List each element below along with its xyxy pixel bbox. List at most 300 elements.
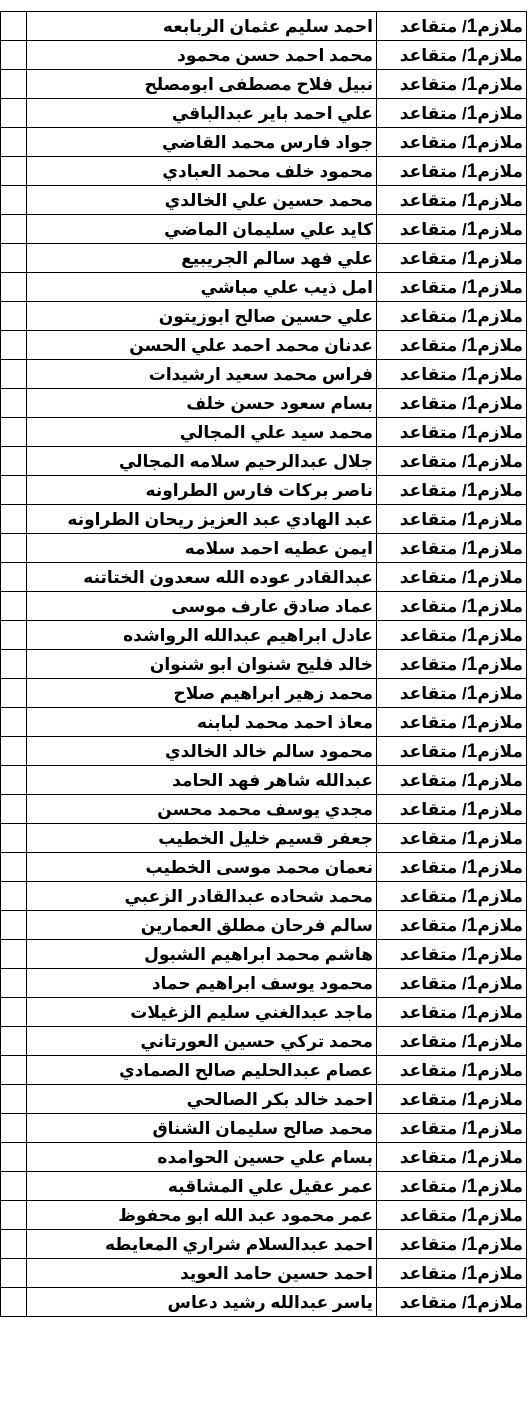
- personnel-table: [0, 11, 527, 1317]
- name-cell: كايد علي سليمان الماضي: [27, 215, 377, 244]
- rank-cell: [377, 621, 527, 650]
- empty-cell: [1, 505, 27, 534]
- name-cell: عمر محمود عبد الله ابو محفوظ: [27, 1201, 377, 1230]
- rank-title: ملازم: [477, 1234, 523, 1254]
- rank-number: 1: [466, 276, 478, 298]
- empty-cell: [1, 1172, 27, 1201]
- rank-cell: [377, 99, 527, 128]
- name-cell: احمد حسين حامد العويد: [27, 1259, 377, 1288]
- empty-cell: [1, 592, 27, 621]
- table-row: [1, 766, 527, 795]
- table-row: [1, 621, 527, 650]
- rank-title: ملازم: [477, 886, 523, 906]
- rank-status: / متقاعد: [399, 596, 467, 616]
- empty-cell: [1, 650, 27, 679]
- rank-status: / متقاعد: [399, 770, 467, 790]
- empty-cell: [1, 331, 27, 360]
- rank-title: ملازم: [477, 219, 523, 239]
- empty-cell: [1, 679, 27, 708]
- rank-cell: [377, 1172, 527, 1201]
- rank-status: / متقاعد: [399, 248, 467, 268]
- table-row: [1, 708, 527, 737]
- rank-number: 1: [466, 740, 478, 762]
- rank-number: 1: [466, 1088, 478, 1110]
- rank-status: / متقاعد: [399, 683, 467, 703]
- rank-number: 1: [466, 450, 478, 472]
- rank-status: / متقاعد: [399, 1031, 467, 1051]
- table-row: [1, 302, 527, 331]
- table-row: [1, 1114, 527, 1143]
- name-cell: عادل ابراهيم عبدالله الرواشده: [27, 621, 377, 650]
- name-cell: خالد فليح شنوان ابو شنوان: [27, 650, 377, 679]
- table-row: [1, 331, 527, 360]
- name-cell: امل ذيب علي مباشي: [27, 273, 377, 302]
- rank-title: ملازم: [477, 364, 523, 384]
- rank-title: ملازم: [477, 1118, 523, 1138]
- rank-number: 1: [466, 479, 478, 501]
- rank-status: / متقاعد: [399, 741, 467, 761]
- name-cell: عدنان محمد احمد علي الحسن: [27, 331, 377, 360]
- rank-cell: [377, 447, 527, 476]
- empty-cell: [1, 1027, 27, 1056]
- rank-title: ملازم: [477, 480, 523, 500]
- name-cell: هاشم محمد ابراهيم الشبول: [27, 940, 377, 969]
- empty-cell: [1, 795, 27, 824]
- empty-cell: [1, 1288, 27, 1317]
- table-row: [1, 128, 527, 157]
- name-cell: ايمن عطيه احمد سلامه: [27, 534, 377, 563]
- table-row: [1, 215, 527, 244]
- table-row: [1, 592, 527, 621]
- empty-cell: [1, 1201, 27, 1230]
- rank-cell: [377, 737, 527, 766]
- table-row: [1, 1259, 527, 1288]
- name-cell: عبدالقادر عوده الله سعدون الختاتنه: [27, 563, 377, 592]
- rank-status: / متقاعد: [399, 1292, 467, 1312]
- rank-title: ملازم: [477, 1089, 523, 1109]
- name-cell: فراس محمد سعيد ارشيدات: [27, 360, 377, 389]
- rank-cell: [377, 12, 527, 41]
- rank-cell: [377, 563, 527, 592]
- rank-cell: [377, 592, 527, 621]
- rank-cell: [377, 824, 527, 853]
- rank-cell: [377, 882, 527, 911]
- table-row: [1, 824, 527, 853]
- rank-number: 1: [466, 1117, 478, 1139]
- empty-cell: [1, 1114, 27, 1143]
- rank-cell: [377, 476, 527, 505]
- empty-cell: [1, 476, 27, 505]
- rank-status: / متقاعد: [399, 335, 467, 355]
- rank-cell: [377, 215, 527, 244]
- rank-title: ملازم: [477, 1205, 523, 1225]
- rank-number: 1: [466, 1001, 478, 1023]
- rank-title: ملازم: [477, 1176, 523, 1196]
- rank-status: / متقاعد: [399, 944, 467, 964]
- rank-status: / متقاعد: [399, 538, 467, 558]
- rank-cell: [377, 766, 527, 795]
- table-row: [1, 563, 527, 592]
- rank-status: / متقاعد: [399, 857, 467, 877]
- rank-number: 1: [466, 798, 478, 820]
- rank-number: 1: [466, 1291, 478, 1313]
- rank-number: 1: [466, 189, 478, 211]
- empty-cell: [1, 708, 27, 737]
- rank-number: 1: [466, 73, 478, 95]
- name-cell: علي حسين صالح ابوزيتون: [27, 302, 377, 331]
- rank-status: / متقاعد: [399, 422, 467, 442]
- rank-title: ملازم: [477, 306, 523, 326]
- rank-cell: [377, 940, 527, 969]
- table-row: [1, 99, 527, 128]
- empty-cell: [1, 41, 27, 70]
- rank-status: / متقاعد: [399, 393, 467, 413]
- name-cell: بسام علي حسين الحوامده: [27, 1143, 377, 1172]
- rank-number: 1: [466, 363, 478, 385]
- rank-title: ملازم: [477, 1060, 523, 1080]
- empty-cell: [1, 447, 27, 476]
- table-row: [1, 476, 527, 505]
- table-row: [1, 447, 527, 476]
- name-cell: سالم فرحان مطلق العمارين: [27, 911, 377, 940]
- rank-number: 1: [466, 1146, 478, 1168]
- name-cell: معاذ احمد محمد لبابنه: [27, 708, 377, 737]
- rank-number: 1: [466, 15, 478, 37]
- rank-status: / متقاعد: [399, 1263, 467, 1283]
- rank-status: / متقاعد: [399, 190, 467, 210]
- rank-title: ملازم: [477, 1002, 523, 1022]
- rank-cell: [377, 331, 527, 360]
- rank-title: ملازم: [477, 857, 523, 877]
- table-row: [1, 1027, 527, 1056]
- rank-title: ملازم: [477, 190, 523, 210]
- table-row: [1, 940, 527, 969]
- empty-cell: [1, 157, 27, 186]
- empty-cell: [1, 853, 27, 882]
- empty-cell: [1, 1085, 27, 1114]
- rank-cell: [377, 911, 527, 940]
- rank-status: / متقاعد: [399, 1118, 467, 1138]
- rank-number: 1: [466, 769, 478, 791]
- rank-number: 1: [466, 624, 478, 646]
- rank-status: / متقاعد: [399, 828, 467, 848]
- empty-cell: [1, 824, 27, 853]
- rank-cell: [377, 360, 527, 389]
- rank-status: / متقاعد: [399, 915, 467, 935]
- rank-title: ملازم: [477, 422, 523, 442]
- empty-cell: [1, 534, 27, 563]
- rank-status: / متقاعد: [399, 45, 467, 65]
- rank-title: ملازم: [477, 654, 523, 674]
- rank-status: / متقاعد: [399, 306, 467, 326]
- table-row: [1, 12, 527, 41]
- rank-number: 1: [466, 334, 478, 356]
- empty-cell: [1, 302, 27, 331]
- rank-status: / متقاعد: [399, 886, 467, 906]
- rank-cell: [377, 302, 527, 331]
- rank-number: 1: [466, 943, 478, 965]
- rank-number: 1: [466, 392, 478, 414]
- empty-cell: [1, 766, 27, 795]
- empty-cell: [1, 1143, 27, 1172]
- table-row: [1, 186, 527, 215]
- rank-cell: [377, 70, 527, 99]
- table-row: [1, 882, 527, 911]
- rank-status: / متقاعد: [399, 1176, 467, 1196]
- rank-number: 1: [466, 566, 478, 588]
- table-row: [1, 1143, 527, 1172]
- rank-cell: [377, 1288, 527, 1317]
- rank-cell: [377, 708, 527, 737]
- rank-number: 1: [466, 160, 478, 182]
- name-cell: محمد زهير ابراهيم صلاح: [27, 679, 377, 708]
- name-cell: محمد سيد علي المجالي: [27, 418, 377, 447]
- rank-title: ملازم: [477, 625, 523, 645]
- table-row: [1, 70, 527, 99]
- name-cell: عبد الهادي عبد العزيز ريحان الطراونه: [27, 505, 377, 534]
- rank-status: / متقاعد: [399, 364, 467, 384]
- table-row: [1, 998, 527, 1027]
- rank-title: ملازم: [477, 1031, 523, 1051]
- name-cell: محمد احمد حسن محمود: [27, 41, 377, 70]
- rank-status: / متقاعد: [399, 74, 467, 94]
- empty-cell: [1, 563, 27, 592]
- rank-title: ملازم: [477, 16, 523, 36]
- rank-title: ملازم: [477, 393, 523, 413]
- table-row: [1, 534, 527, 563]
- empty-cell: [1, 215, 27, 244]
- name-cell: علي فهد سالم الجريبيع: [27, 244, 377, 273]
- empty-cell: [1, 244, 27, 273]
- name-cell: محمود يوسف ابراهيم حماد: [27, 969, 377, 998]
- rank-cell: [377, 650, 527, 679]
- name-cell: جلال عبدالرحيم سلامه المجالي: [27, 447, 377, 476]
- rank-number: 1: [466, 508, 478, 530]
- empty-cell: [1, 389, 27, 418]
- rank-number: 1: [466, 1030, 478, 1052]
- rank-number: 1: [466, 102, 478, 124]
- name-cell: نعمان محمد موسى الخطيب: [27, 853, 377, 882]
- rank-status: / متقاعد: [399, 132, 467, 152]
- rank-number: 1: [466, 1262, 478, 1284]
- table-row: [1, 1172, 527, 1201]
- rank-title: ملازم: [477, 1292, 523, 1312]
- rank-cell: [377, 998, 527, 1027]
- rank-number: 1: [466, 653, 478, 675]
- rank-status: / متقاعد: [399, 103, 467, 123]
- rank-status: / متقاعد: [399, 1089, 467, 1109]
- table-row: [1, 1201, 527, 1230]
- rank-title: ملازم: [477, 915, 523, 935]
- rank-status: / متقاعد: [399, 480, 467, 500]
- rank-title: ملازم: [477, 712, 523, 732]
- rank-cell: [377, 273, 527, 302]
- empty-cell: [1, 998, 27, 1027]
- table-row: [1, 969, 527, 998]
- empty-cell: [1, 1056, 27, 1085]
- rank-status: / متقاعد: [399, 567, 467, 587]
- empty-cell: [1, 360, 27, 389]
- empty-cell: [1, 99, 27, 128]
- rank-title: ملازم: [477, 596, 523, 616]
- rank-number: 1: [466, 856, 478, 878]
- empty-cell: [1, 911, 27, 940]
- rank-cell: [377, 244, 527, 273]
- rank-cell: [377, 1027, 527, 1056]
- rank-title: ملازم: [477, 741, 523, 761]
- name-cell: محمود خلف محمد العبادي: [27, 157, 377, 186]
- rank-status: / متقاعد: [399, 625, 467, 645]
- name-cell: مجدي يوسف محمد محسن: [27, 795, 377, 824]
- rank-title: ملازم: [477, 509, 523, 529]
- rank-status: / متقاعد: [399, 509, 467, 529]
- name-cell: احمد سليم عثمان الربابعه: [27, 12, 377, 41]
- name-cell: ناصر بركات فارس الطراونه: [27, 476, 377, 505]
- rank-status: / متقاعد: [399, 973, 467, 993]
- table-row: [1, 1230, 527, 1259]
- rank-cell: [377, 1056, 527, 1085]
- table-row: [1, 505, 527, 534]
- table-row: [1, 41, 527, 70]
- rank-title: ملازم: [477, 828, 523, 848]
- rank-status: / متقاعد: [399, 1060, 467, 1080]
- personnel-table-body: [1, 12, 527, 1317]
- rank-status: / متقاعد: [399, 161, 467, 181]
- rank-cell: [377, 41, 527, 70]
- rank-status: / متقاعد: [399, 1147, 467, 1167]
- name-cell: عبدالله شاهر فهد الحامد: [27, 766, 377, 795]
- empty-cell: [1, 70, 27, 99]
- rank-cell: [377, 1143, 527, 1172]
- rank-title: ملازم: [477, 538, 523, 558]
- rank-cell: [377, 186, 527, 215]
- rank-number: 1: [466, 711, 478, 733]
- table-row: [1, 389, 527, 418]
- table-row: [1, 157, 527, 186]
- rank-number: 1: [466, 1233, 478, 1255]
- rank-title: ملازم: [477, 132, 523, 152]
- rank-status: / متقاعد: [399, 16, 467, 36]
- name-cell: جعفر قسيم خليل الخطيب: [27, 824, 377, 853]
- table-row: [1, 1085, 527, 1114]
- name-cell: بسام سعود حسن خلف: [27, 389, 377, 418]
- rank-number: 1: [466, 1204, 478, 1226]
- rank-status: / متقاعد: [399, 712, 467, 732]
- rank-cell: [377, 128, 527, 157]
- rank-status: / متقاعد: [399, 1002, 467, 1022]
- empty-cell: [1, 1259, 27, 1288]
- table-row: [1, 360, 527, 389]
- name-cell: احمد عبدالسلام شراري المعايطه: [27, 1230, 377, 1259]
- rank-cell: [377, 1230, 527, 1259]
- rank-title: ملازم: [477, 161, 523, 181]
- name-cell: ماجد عبدالغني سليم الزغيلات: [27, 998, 377, 1027]
- rank-cell: [377, 1201, 527, 1230]
- rank-cell: [377, 534, 527, 563]
- name-cell: محمد تركي حسين العورتاني: [27, 1027, 377, 1056]
- rank-title: ملازم: [477, 799, 523, 819]
- name-cell: عمر عقيل علي المشاقبه: [27, 1172, 377, 1201]
- table-row: [1, 273, 527, 302]
- rank-number: 1: [466, 44, 478, 66]
- rank-title: ملازم: [477, 45, 523, 65]
- rank-cell: [377, 157, 527, 186]
- rank-title: ملازم: [477, 1147, 523, 1167]
- name-cell: محمود سالم خالد الخالدي: [27, 737, 377, 766]
- name-cell: محمد شحاده عبدالقادر الزعبي: [27, 882, 377, 911]
- table-row: [1, 679, 527, 708]
- table-row: [1, 1056, 527, 1085]
- table-row: [1, 418, 527, 447]
- name-cell: علي احمد باير عبدالباقي: [27, 99, 377, 128]
- rank-status: / متقاعد: [399, 451, 467, 471]
- rank-number: 1: [466, 421, 478, 443]
- empty-cell: [1, 418, 27, 447]
- table-row: [1, 650, 527, 679]
- empty-cell: [1, 273, 27, 302]
- rank-cell: [377, 1259, 527, 1288]
- table-row: [1, 1288, 527, 1317]
- empty-cell: [1, 882, 27, 911]
- rank-status: / متقاعد: [399, 219, 467, 239]
- rank-title: ملازم: [477, 451, 523, 471]
- empty-cell: [1, 737, 27, 766]
- rank-number: 1: [466, 305, 478, 327]
- rank-title: ملازم: [477, 1263, 523, 1283]
- rank-status: / متقاعد: [399, 1205, 467, 1225]
- name-cell: ياسر عبدالله رشيد دعاس: [27, 1288, 377, 1317]
- rank-number: 1: [466, 218, 478, 240]
- table-row: [1, 911, 527, 940]
- rank-status: / متقاعد: [399, 1234, 467, 1254]
- rank-cell: [377, 505, 527, 534]
- empty-cell: [1, 12, 27, 41]
- rank-cell: [377, 679, 527, 708]
- name-cell: عماد صادق عارف موسى: [27, 592, 377, 621]
- rank-title: ملازم: [477, 770, 523, 790]
- empty-cell: [1, 969, 27, 998]
- empty-cell: [1, 621, 27, 650]
- rank-number: 1: [466, 972, 478, 994]
- empty-cell: [1, 186, 27, 215]
- empty-cell: [1, 1230, 27, 1259]
- rank-title: ملازم: [477, 944, 523, 964]
- rank-title: ملازم: [477, 683, 523, 703]
- rank-status: / متقاعد: [399, 654, 467, 674]
- rank-cell: [377, 795, 527, 824]
- rank-number: 1: [466, 537, 478, 559]
- table-row: [1, 853, 527, 882]
- rank-number: 1: [466, 1175, 478, 1197]
- rank-number: 1: [466, 595, 478, 617]
- rank-title: ملازم: [477, 277, 523, 297]
- rank-title: ملازم: [477, 567, 523, 587]
- rank-number: 1: [466, 1059, 478, 1081]
- empty-cell: [1, 128, 27, 157]
- table-row: [1, 795, 527, 824]
- name-cell: جواد فارس محمد القاضي: [27, 128, 377, 157]
- table-row: [1, 244, 527, 273]
- name-cell: عصام عبدالحليم صالح الصمادي: [27, 1056, 377, 1085]
- rank-cell: [377, 418, 527, 447]
- rank-number: 1: [466, 131, 478, 153]
- name-cell: محمد حسين علي الخالدي: [27, 186, 377, 215]
- rank-cell: [377, 389, 527, 418]
- rank-title: ملازم: [477, 973, 523, 993]
- rank-number: 1: [466, 885, 478, 907]
- rank-status: / متقاعد: [399, 799, 467, 819]
- name-cell: محمد صالح سليمان الشناق: [27, 1114, 377, 1143]
